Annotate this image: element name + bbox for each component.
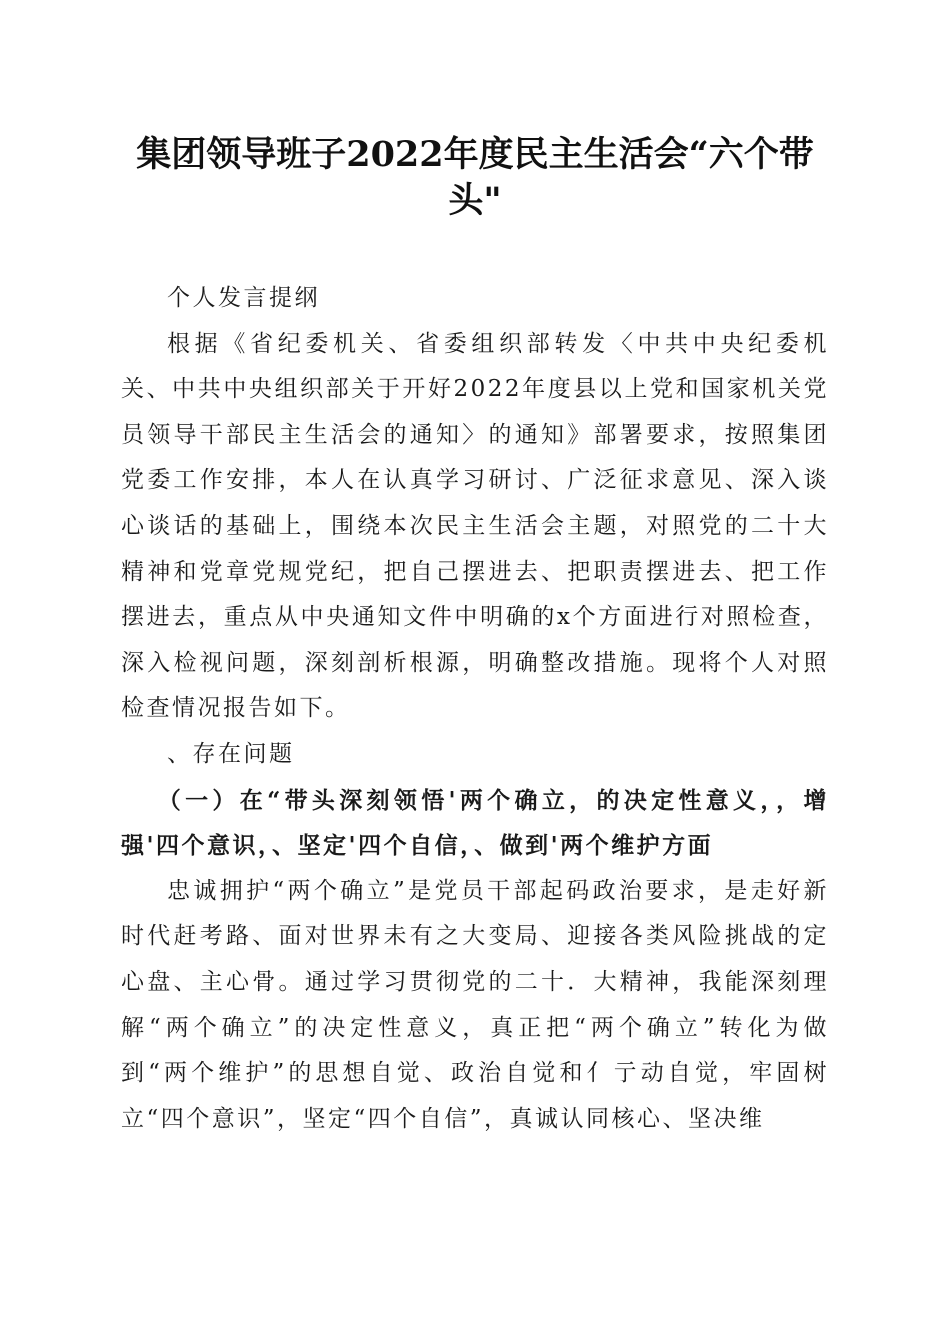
paragraph-introduction: 根据《省纪委机关、省委组织部转发〈中共中央纪委机关、中共中央组织部关于开好2022年度县以上党和国家机关党员领导干部民主生活会的通知〉的通知》部署要求，按照集团党委工作安排，本人在认真学习研讨、广泛征求意见、深入谈心谈话的基础上，围绕本次民主生活会主题，对照党的二十大精神和党章党规党纪，把自己摆进去、把职责摆进去、把工作摆进去，重点从中央通知文件中明确的x个方面进行对照检查，深入检视问题，深刻剖析根源，明确整改措施。现将个人对照检查情况报告如下。 xyxy=(121,330,829,722)
subsection-heading-1: （一）在“带头深刻领悟'两个确立，的决定性意义，，增强'四个意识，、坚定'四个自信，、做到'两个维护方面 xyxy=(121,786,829,860)
document-title: 集团领导班子2022年度民主生活会“六个带头" xyxy=(136,134,814,221)
section-heading-problems: 、存在问题 xyxy=(167,740,295,767)
document-body xyxy=(121,276,829,1142)
paragraph-body: 忠诚拥护“两个确立”是党员干部起码政治要求，是走好新时代赶考路、面对世界未有之大变局、迎接各类风险挑战的定心盘、主心骨。通过学习贯彻党的二十．大精神，我能深刻理解“两个确立”的决定性意义，真正把“两个确立”转化为做到“两个维护”的思想自觉、政治自觉和亻亍动自觉，牢固树立“四个意识”，坚定“四个自信”，真诚认同核心、坚决维 xyxy=(121,877,829,1132)
paragraph-outline-label: 个人发言提纲 xyxy=(167,285,320,311)
